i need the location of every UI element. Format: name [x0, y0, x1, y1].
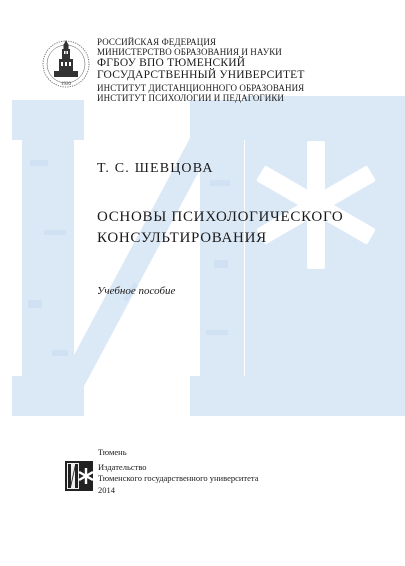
seal-year: 1930	[61, 82, 71, 87]
imprint-publisher: Издательство	[98, 461, 147, 472]
header-line: ИНСТИТУТ ПСИХОЛОГИИ И ПЕДАГОГИКИ	[97, 93, 285, 103]
header-line: ИНСТИТУТ ДИСТАНЦИОННОГО ОБРАЗОВАНИЯ	[97, 83, 305, 93]
institution-header	[97, 37, 397, 103]
header-line: ФГБОУ ВПО ТЮМЕНСКИЙ	[97, 57, 246, 69]
university-seal-icon	[41, 38, 91, 92]
title-line: КОНСУЛЬТИРОВАНИЯ	[97, 230, 267, 246]
imprint-city: Тюмень	[98, 447, 127, 457]
publisher-logo-icon	[65, 461, 93, 491]
book-title	[97, 207, 343, 249]
imprint	[98, 447, 259, 496]
imprint-year: 2014	[98, 484, 115, 495]
book-subtitle: Учебное пособие	[97, 285, 176, 297]
header-line: РОССИЙСКАЯ ФЕДЕРАЦИЯ	[97, 37, 217, 47]
title-line: ОСНОВЫ ПСИХОЛОГИЧЕСКОГО	[97, 209, 344, 225]
background-letter-icon	[12, 100, 254, 416]
imprint-publisher: Тюменского государственного университета	[98, 473, 259, 483]
header-line: МИНИСТЕРСТВО ОБРАЗОВАНИЯ И НАУКИ	[97, 47, 282, 57]
author-name: Т. С. ШЕВЦОВА	[97, 161, 214, 176]
asterisk-panel	[245, 96, 405, 416]
header-line: ГОСУДАРСТВЕННЫЙ УНИВЕРСИТЕТ	[97, 69, 305, 81]
